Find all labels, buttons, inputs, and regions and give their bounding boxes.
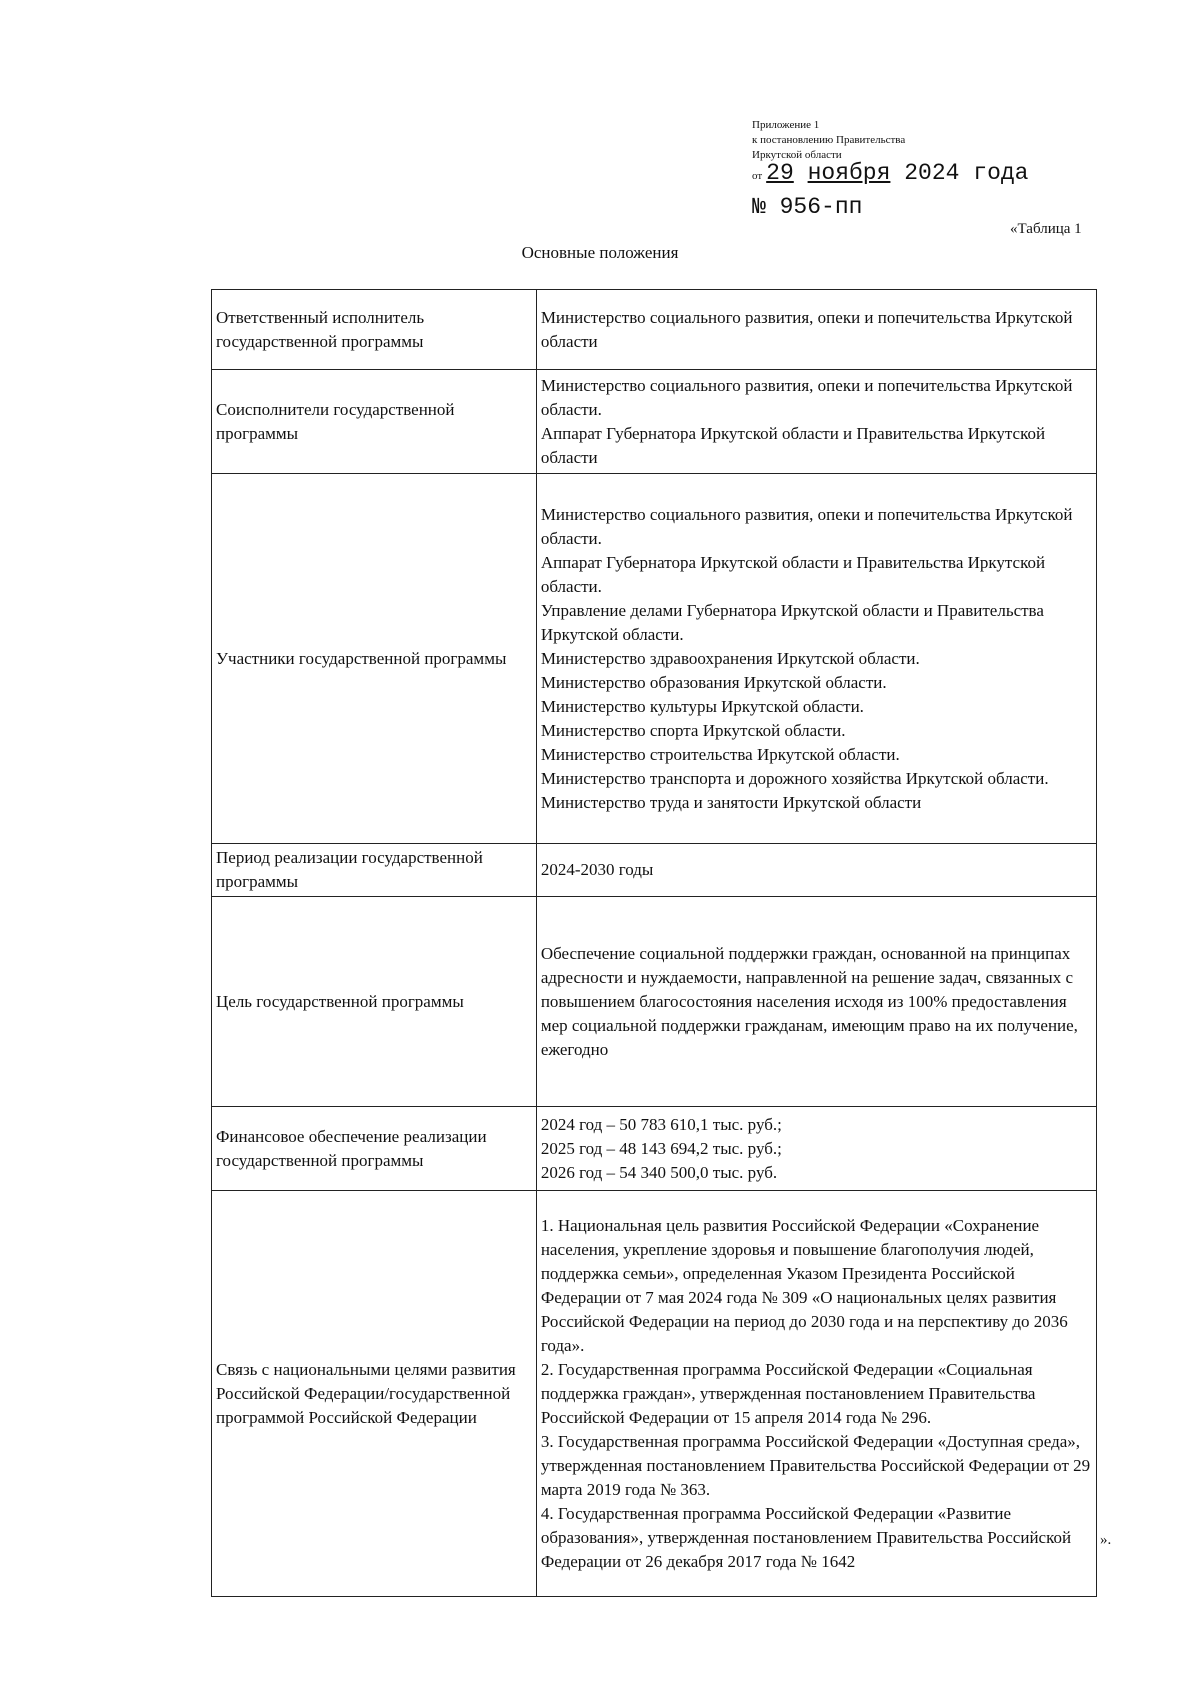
value-line: Министерство социального развития, опеки и попечительства Иркутской области. [540, 375, 1073, 419]
closing-quote: ». [1100, 1532, 1112, 1548]
table-row [212, 290, 1097, 370]
value-line: Министерство транспорта и дорожного хозяйства Иркутской области. [540, 768, 1049, 788]
value-line: 2. Государственная программа Российской Федерации «Социальная поддержка граждан», утвержденная постановлением Правительства Российской Федерации от 15 апреля 2014 года № 296. [540, 1359, 1036, 1427]
row-value [536, 290, 1096, 370]
resolution-label: к постановлению Правительства [752, 134, 906, 146]
value-line: Министерство строительства Иркутской области. [540, 744, 900, 764]
appendix-label: Приложение 1 [752, 119, 820, 131]
table-row [212, 897, 1097, 1107]
row-value [536, 1191, 1096, 1597]
date-prefix: от [752, 170, 763, 182]
value-line: Министерство спорта Иркутской области. [540, 720, 846, 740]
resolution-number: № 956-пп [752, 194, 863, 220]
value-line: Министерство социального развития, опеки и попечительства Иркутской области. [540, 504, 1073, 548]
row-label: Период реализации государственной программы [212, 844, 537, 897]
date-day: 29 [766, 160, 794, 186]
value-line: Аппарат Губернатора Иркутской области и Правительства Иркутской области. [540, 552, 1046, 596]
table-row [212, 370, 1097, 474]
value-line: 3. Государственная программа Российской Федерации «Доступная среда», утвержденная постановлением Правительства Российской Федерации от 29 марта 2019 года № 363. [540, 1431, 1091, 1499]
table-row [212, 1107, 1097, 1191]
row-label: Цель государственной программы [212, 897, 537, 1107]
value-line: 4. Государственная программа Российской Федерации «Развитие образования», утвержденная постановлением Правительства Российской Федерации от 26 декабря 2017 года № 1642 [540, 1503, 1072, 1571]
value-line: Министерство труда и занятости Иркутской области [540, 792, 922, 812]
row-label: Ответственный исполнитель государственной программы [212, 290, 537, 370]
row-label: Соисполнители государственной программы [212, 370, 537, 474]
value-line: 2026 год – 54 340 500,0 тыс. руб. [540, 1162, 778, 1182]
row-label: Связь с национальными целями развития Российской Федерации/государственной программой Российской Федерации [212, 1191, 537, 1597]
resolution-date [752, 159, 1152, 190]
value-line: 2025 год – 48 143 694,2 тыс. руб.; [540, 1138, 782, 1158]
table-row [212, 1191, 1097, 1597]
row-value [536, 370, 1096, 474]
value-line: Министерство социального развития, опеки и попечительства Иркутской области [540, 307, 1073, 351]
region-label: Иркутской области [752, 149, 842, 161]
date-month: ноября [807, 160, 891, 186]
row-label: Финансовое обеспечение реализации государственной программы [212, 1107, 537, 1191]
row-label: Участники государственной программы [212, 474, 537, 844]
value-line: 2024-2030 годы [540, 860, 654, 879]
value-line: Министерство здравоохранения Иркутской области. [540, 648, 920, 668]
appendix-header [752, 118, 1152, 222]
value-line: Министерство образования Иркутской области. [540, 672, 887, 692]
date-suffix: года [973, 160, 1029, 186]
row-value [536, 1107, 1096, 1191]
value-line: 2024 год – 50 783 610,1 тыс. руб.; [540, 1114, 782, 1134]
row-value [536, 474, 1096, 844]
value-line: Обеспечение социальной поддержки граждан, основанной на принципах адресности и нуждаемости, направленной на решение задач, связанных с повышением благосостояния населения исходя из 100% предоставления мер социальной поддержки гражданам, имеющим право на их получение, ежегодно [540, 943, 1078, 1059]
table-row [212, 844, 1097, 897]
document-title: Основные положения [521, 243, 679, 262]
main-provisions-table [211, 289, 1097, 1597]
date-year: 2024 [904, 160, 960, 186]
table-reference: «Таблица 1 [1010, 221, 1082, 237]
row-value [536, 844, 1096, 897]
value-line: 1. Национальная цель развития Российской Федерации «Сохранение населения, укрепление здоровья и повышение благополучия людей, поддержка семьи», определенная Указом Президента Российской Федерации от 7 мая 2024 года № 309 «О национальных целях развития Российской Федерации на период до 2030 года и на перспективу до 2036 года». [540, 1215, 1068, 1355]
value-line: Аппарат Губернатора Иркутской области и Правительства Иркутской области [540, 423, 1046, 467]
table-row [212, 474, 1097, 844]
value-line: Министерство культуры Иркутской области. [540, 696, 864, 716]
row-value [536, 897, 1096, 1107]
value-line: Управление делами Губернатора Иркутской области и Правительства Иркутской области. [540, 600, 1044, 644]
